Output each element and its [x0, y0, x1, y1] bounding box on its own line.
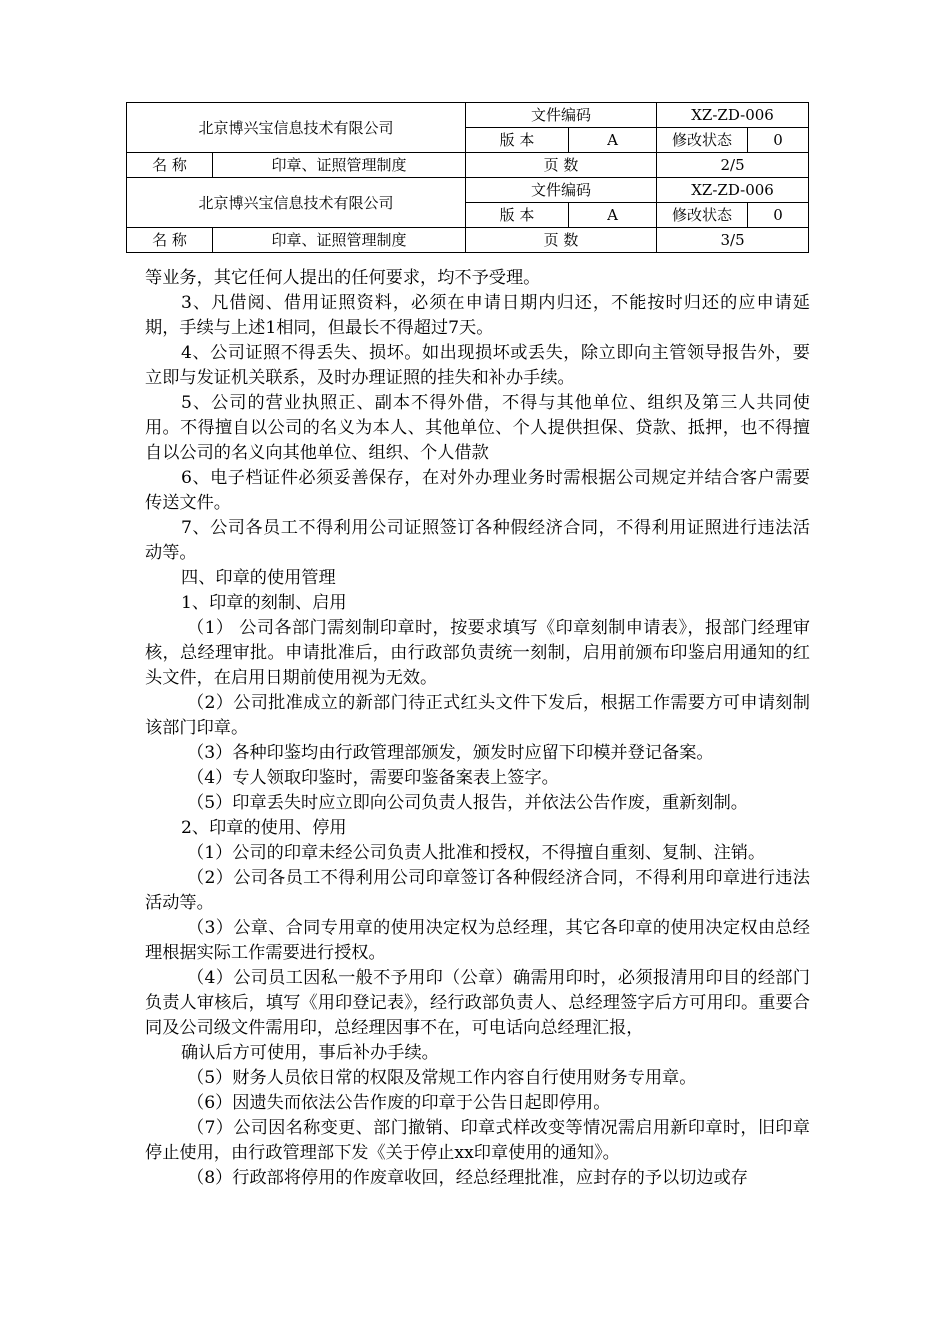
company-name-cell: 北京博兴宝信息技术有限公司	[127, 103, 466, 153]
doc-number-label: 文件编码	[466, 103, 657, 128]
paragraph: （5）印章丢失时应立即向公司负责人报告，并依法公告作废，重新刻制。	[187, 793, 748, 813]
paragraph: （4）公司员工因私一般不予用印（公章）确需用印时，必须报清用印目的经部门负责人审核后，填写《用印登记表》，经行政部负责人、总经理签字后方可用印。重要合同及公司级文件需用印，总经理因事不在，可电话向总经理汇报，	[145, 968, 810, 1038]
paragraph: 7、公司各员工不得利用公司证照签订各种假经济合同，不得利用证照进行违法活动等。	[145, 518, 810, 563]
version-value: A	[569, 128, 657, 153]
paragraph: （2）公司批准成立的新部门待正式红头文件下发后，根据工作需要方可申请刻制该部门印章。	[145, 693, 810, 738]
paragraph: （3）各种印鉴均由行政管理部颁发，颁发时应留下印模并登记备案。	[187, 743, 714, 763]
document-body	[145, 266, 810, 1191]
doc-number-value: XZ-ZD-006	[657, 178, 809, 203]
paragraph: （5）财务人员依日常的权限及常规工作内容自行使用财务专用章。	[187, 1068, 697, 1088]
doc-number-value: XZ-ZD-006	[657, 103, 809, 128]
doc-name-value: 印章、证照管理制度	[213, 153, 466, 178]
paragraph: 4、公司证照不得丢失、损坏。如出现损坏或丢失，除立即向主管领导报告外，要立即与发证机关联系，及时办理证照的挂失和补办手续。	[145, 343, 810, 388]
paragraph: （1）公司的印章未经公司负责人批准和授权，不得擅自重刻、复制、注销。	[187, 843, 766, 863]
paragraph: （1） 公司各部门需刻制印章时，按要求填写《印章刻制申请表》，报部门经理审核，总经理审批。申请批准后，由行政部负责统一刻制，启用前颁布印鉴启用通知的红头文件，在启用日期前使用视为无效。	[145, 618, 810, 688]
paragraph: （6）因遗失而依法公告作废的印章于公告日起即停用。	[187, 1093, 611, 1113]
subsection-heading: 2、印章的使用、停用	[181, 818, 347, 838]
paragraph: （2）公司各员工不得利用公司印章签订各种假经济合同，不得利用印章进行违法活动等。	[145, 868, 810, 913]
page-count-label: 页 数	[466, 153, 657, 178]
paragraph: 确认后方可使用，事后补办手续。	[181, 1043, 439, 1063]
document-header-table	[126, 102, 809, 253]
revision-status-value: 0	[748, 128, 809, 153]
page-count-label: 页 数	[466, 228, 657, 253]
subsection-heading: 1、印章的刻制、启用	[181, 593, 347, 613]
section-heading: 四、印章的使用管理	[181, 568, 336, 588]
revision-status-label: 修改状态	[657, 203, 748, 228]
doc-name-label: 名 称	[127, 228, 213, 253]
paragraph: （7）公司因名称变更、部门撤销、印章式样改变等情况需启用新印章时，旧印章停止使用，由行政管理部下发《关于停止xx印章使用的通知》。	[145, 1118, 810, 1163]
paragraph: 3、凡借阅、借用证照资料，必须在申请日期内归还，不能按时归还的应申请延期，手续与上述1相同，但最长不得超过7天。	[145, 293, 810, 338]
version-label: 版 本	[466, 128, 569, 153]
paragraph: （4）专人领取印鉴时，需要印鉴备案表上签字。	[187, 768, 559, 788]
revision-status-value: 0	[748, 203, 809, 228]
doc-name-value: 印章、证照管理制度	[213, 228, 466, 253]
paragraph: 5、公司的营业执照正、副本不得外借，不得与其他单位、组织及第三人共同使用。不得擅自以公司的名义为本人、其他单位、个人提供担保、贷款、抵押，也不得擅自以公司的名义向其他单位、组织、个人借款	[145, 393, 810, 463]
page-count-value: 2/5	[657, 153, 809, 178]
page-count-value: 3/5	[657, 228, 809, 253]
doc-number-label: 文件编码	[466, 178, 657, 203]
version-value: A	[569, 203, 657, 228]
paragraph: （8）行政部将停用的作废章收回，经总经理批准，应封存的予以切边或存	[187, 1168, 748, 1188]
version-label: 版 本	[466, 203, 569, 228]
revision-status-label: 修改状态	[657, 128, 748, 153]
paragraph: 6、电子档证件必须妥善保存，在对外办理业务时需根据公司规定并结合客户需要传送文件。	[145, 468, 810, 513]
doc-name-label: 名 称	[127, 153, 213, 178]
company-name-cell: 北京博兴宝信息技术有限公司	[127, 178, 466, 228]
paragraph: 等业务，其它任何人提出的任何要求，均不予受理。	[145, 268, 541, 288]
paragraph: （3）公章、合同专用章的使用决定权为总经理，其它各印章的使用决定权由总经理根据实际工作需要进行授权。	[145, 918, 810, 963]
